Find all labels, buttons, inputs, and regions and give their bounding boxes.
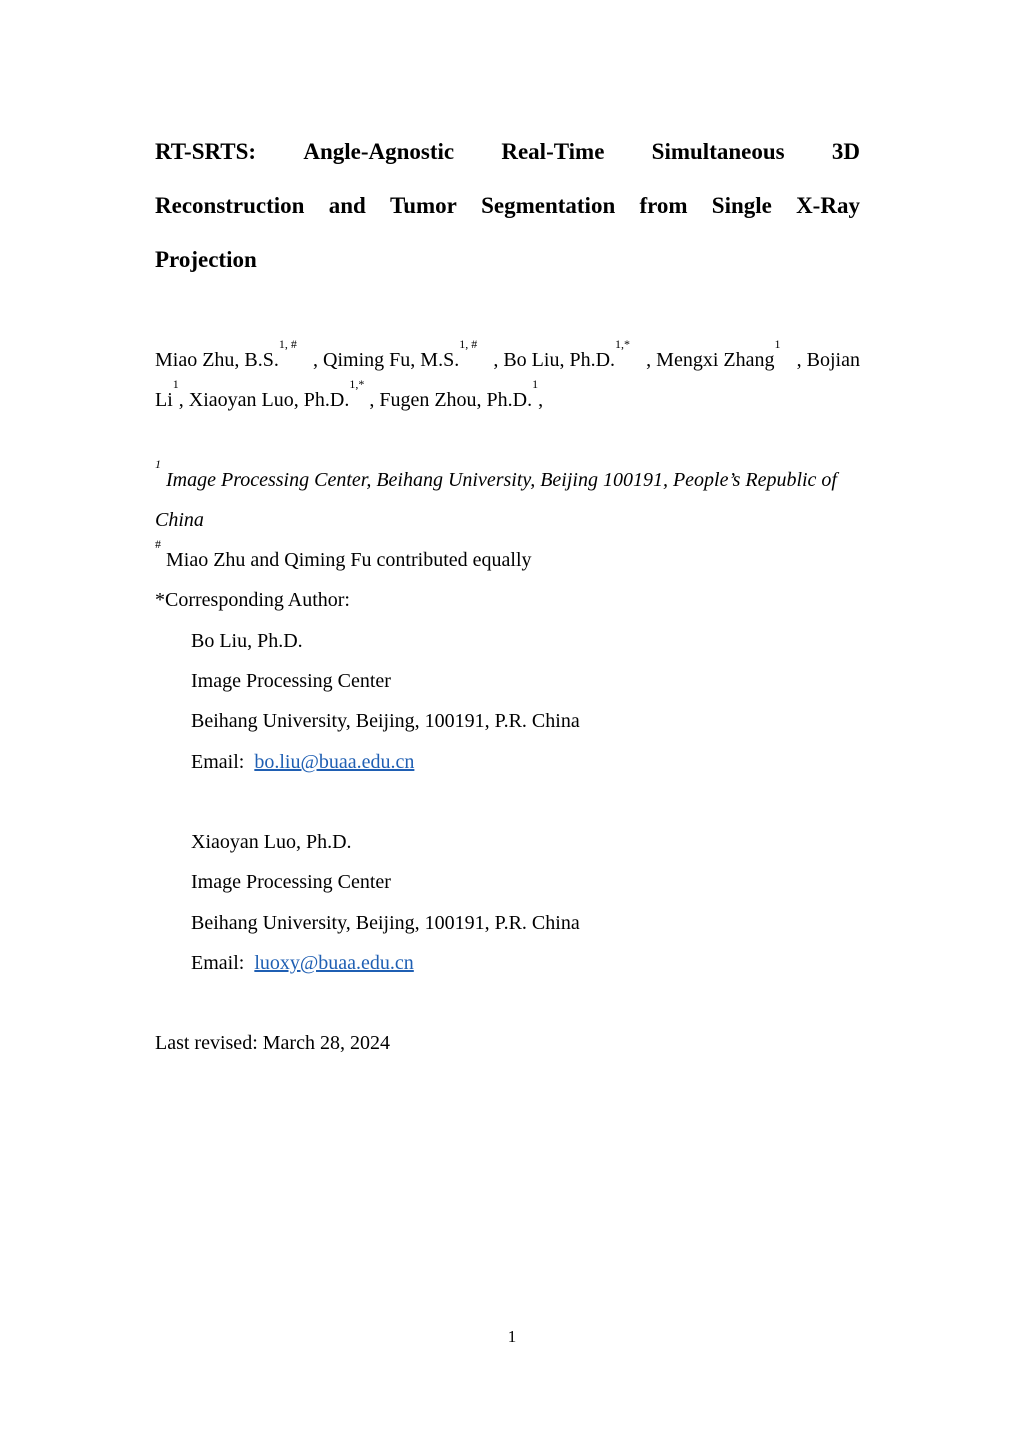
authors-line-1	[155, 337, 860, 372]
title-word: Real-Time	[501, 139, 605, 164]
author-sup: 1,*	[349, 377, 365, 391]
author-name: , Fugen Zhou, Ph.D.	[364, 389, 533, 411]
corresponding-name: Bo Liu, Ph.D.	[191, 630, 303, 652]
author-name: , Xiaoyan Luo, Ph.D.	[178, 389, 350, 411]
author-sup: 1	[172, 377, 179, 391]
title-word: Reconstruction	[155, 193, 305, 218]
title-word: Angle-Agnostic	[303, 139, 455, 164]
corresponding-email-row	[191, 951, 414, 975]
title-word: RT-SRTS:	[155, 139, 257, 164]
corresponding-address: Beihang University, Beijing, 100191, P.R. China	[191, 912, 580, 934]
corresponding-email-row	[191, 750, 414, 774]
title-word: and	[328, 193, 366, 218]
title-word: Single	[711, 193, 772, 218]
author-name: ,	[538, 389, 544, 411]
affiliation-line-1	[155, 457, 837, 492]
author-name: , Qiming Fu, M.S.	[313, 349, 460, 371]
affiliation-sup: 1	[155, 457, 161, 471]
author-sup: 1	[774, 337, 781, 351]
email-label: Email:	[191, 751, 245, 773]
note-sup: #	[155, 537, 161, 551]
equal-contribution-note	[155, 537, 532, 572]
corresponding-label: *Corresponding Author:	[155, 589, 350, 611]
title-word: Tumor	[389, 193, 457, 218]
affiliation-line-2	[155, 508, 204, 532]
title-line-3	[155, 246, 860, 274]
title-word: X-Ray	[796, 193, 860, 218]
author-sup: 1,*	[615, 337, 631, 351]
last-revised: Last revised: March 28, 2024	[155, 1032, 390, 1054]
author-sup: 1	[532, 377, 539, 391]
title-word: Segmentation	[481, 193, 616, 218]
email-link[interactable]: bo.liu@buaa.edu.cn	[254, 751, 415, 773]
authors-line-2	[155, 377, 544, 412]
title-line-1	[155, 138, 860, 166]
author-name: , Bo Liu, Ph.D.	[493, 349, 616, 371]
email-link[interactable]: luoxy@buaa.edu.cn	[254, 952, 414, 974]
corresponding-dept: Image Processing Center	[191, 871, 391, 893]
author-sup: 1, #	[459, 337, 478, 351]
author-name: Miao Zhu, B.S.	[155, 349, 279, 371]
author-name: , Bojian	[796, 349, 860, 371]
email-label: Email:	[191, 952, 245, 974]
author-name: Li	[155, 389, 173, 411]
page-number: 1	[507, 1327, 517, 1346]
title-word: Simultaneous	[651, 139, 785, 164]
note-text: Miao Zhu and Qiming Fu contributed equally	[161, 549, 532, 571]
author-sup: 1, #	[278, 337, 297, 351]
affiliation-text: China	[155, 509, 204, 531]
corresponding-address: Beihang University, Beijing, 100191, P.R. China	[191, 710, 580, 732]
title-word: Projection	[155, 247, 257, 272]
author-name: , Mengxi Zhang	[646, 349, 775, 371]
title-word: from	[639, 193, 688, 218]
title-word: 3D	[831, 139, 860, 164]
corresponding-dept: Image Processing Center	[191, 670, 391, 692]
title-line-2	[155, 192, 860, 220]
affiliation-text: Image Processing Center, Beihang University, Beijing 100191, People’s Republic of	[161, 469, 837, 491]
corresponding-name: Xiaoyan Luo, Ph.D.	[191, 831, 352, 853]
